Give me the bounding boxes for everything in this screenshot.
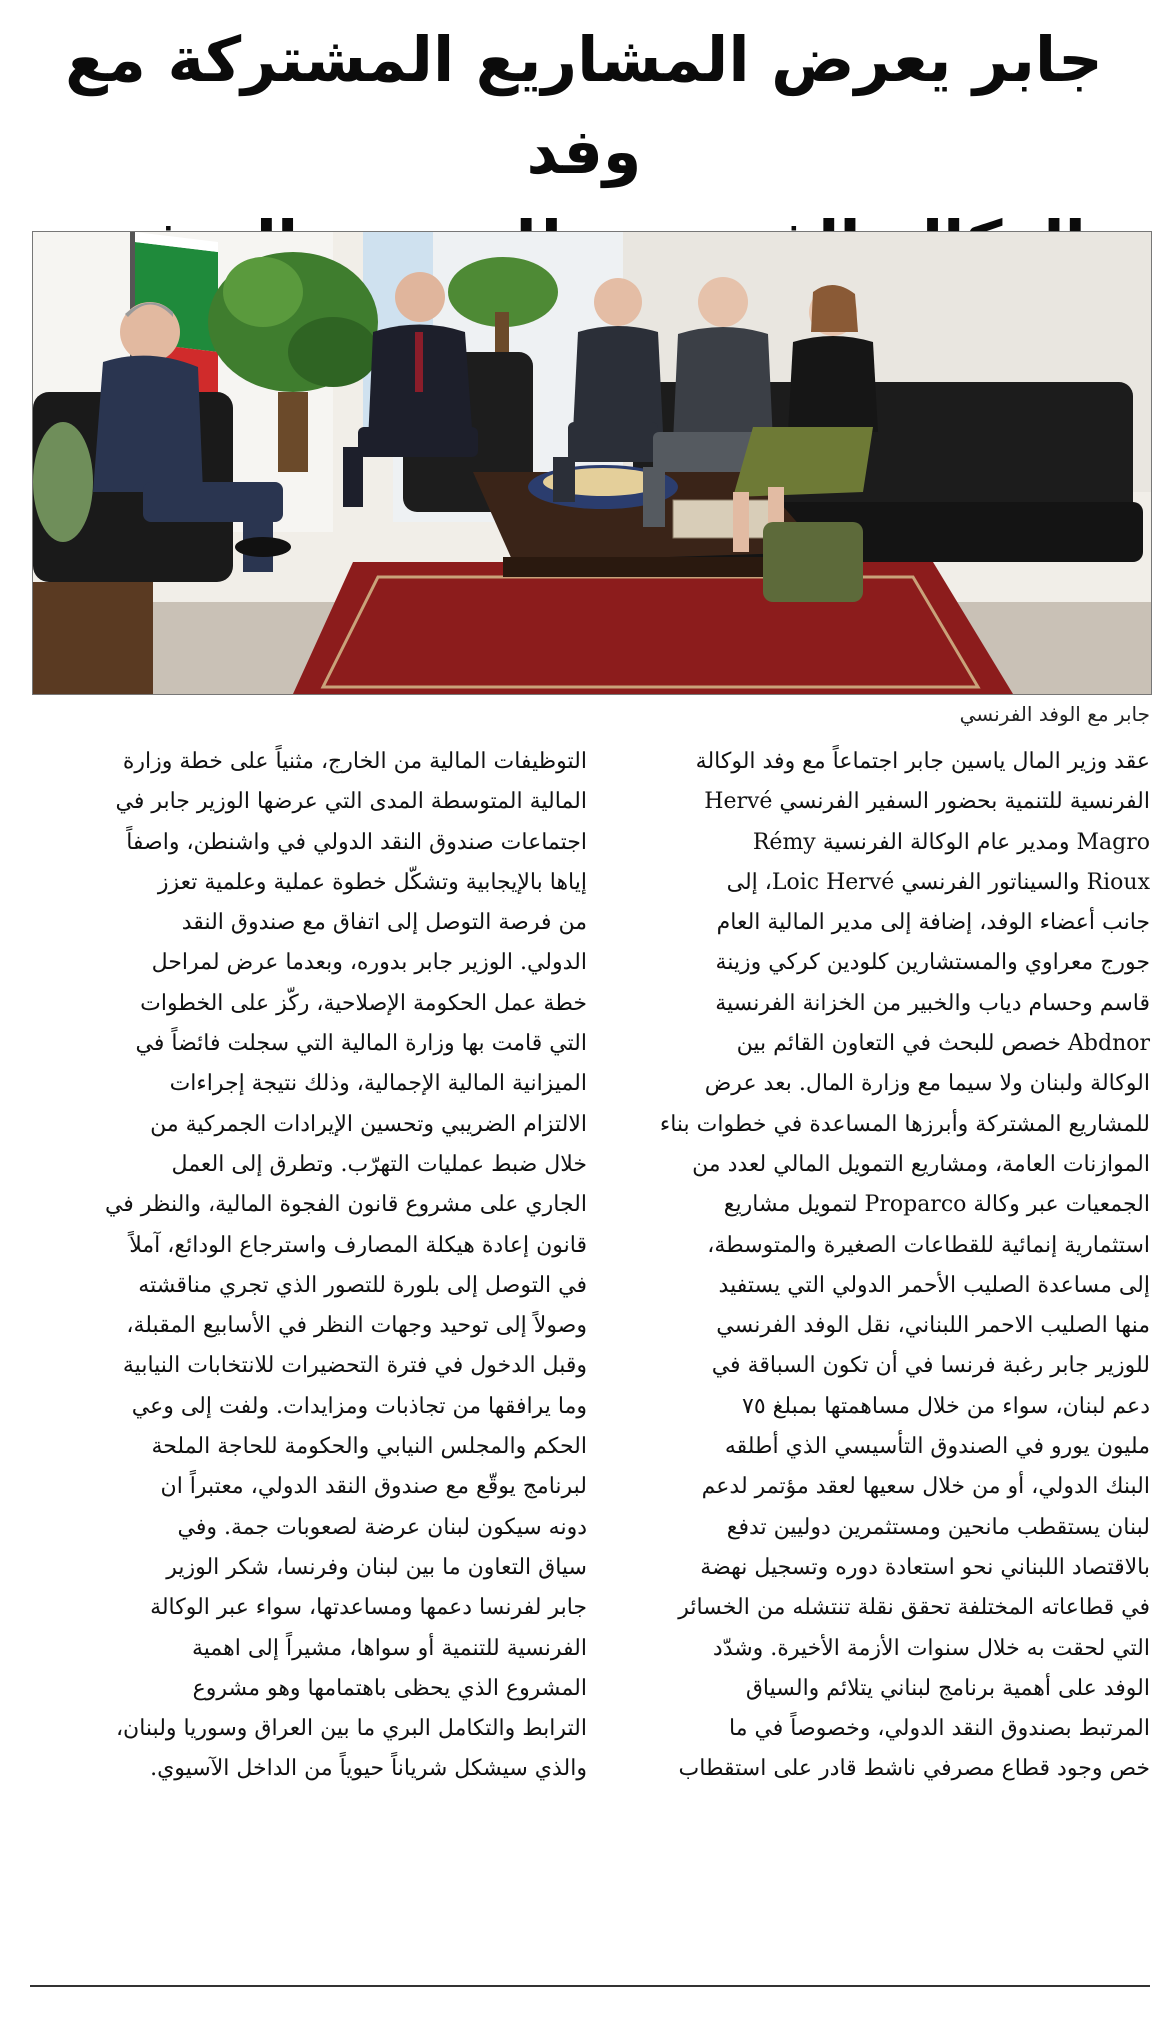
text-line: الوفد على أهمية برنامج لبناني يتلائم والسياق [745,1675,1150,1701]
text-line: الدولي. الوزير جابر بدوره، وبعدما عرض لمراحل [151,950,587,976]
text-line: الجاري على مشروع قانون الفجوة المالية، والنظر في [104,1192,587,1218]
text-line: دونه سيكون لبنان عرضة لصعوبات جمة. وفي [177,1514,587,1540]
text-line: التي لحقت به خلال سنوات الأزمة الأخيرة. وشدّد [712,1635,1150,1661]
text-line: الموازنات العامة، ومشاريع التمويل المالي لعدد من [692,1151,1150,1177]
text-line: سياق التعاون ما بين لبنان وفرنسا، شكر الوزير [166,1554,587,1580]
article-column-left [32,742,587,1790]
text-line: الوكالة ولبنان ولا سيما مع وزارة المال. بعد عرض [704,1071,1150,1097]
text-line: المرتبط بصندوق النقد الدولي، وخصوصاً في ما [728,1716,1150,1742]
text-line: Rioux والسيناتور الفرنسي Loic Hervé، إلى [726,869,1150,895]
text-line: إياها بالإيجابية وتشكّل خطوة عملية وعلمية تعزز [157,869,587,895]
text-line: الترابط والتكامل البري ما بين العراق وسوريا ولبنان، [115,1716,587,1742]
text-line: والذي سيشكل شرياناً حيوياً من الداخل الآسيوي. [150,1756,587,1782]
headline-line-1: جابر يعرض المشاريع المشتركة مع وفد [65,23,1103,188]
text-line: للمشاريع المشتركة وأبرزها المساعدة في خطوات بناء [659,1111,1150,1137]
text-line: الجمعيات عبر وكالة Proparco لتمويل مشاريع [723,1192,1150,1218]
text-line: وما يرافقها من تجاذبات ومزايدات. ولفت إلى وعي [131,1393,587,1419]
text-line: الفرنسية للتنمية بحضور السفير الفرنسي Hervé [704,789,1150,815]
rug [293,562,1013,694]
meeting-photo-illustration [33,232,1151,694]
text-line: إلى مساعدة الصليب الأحمر الدولي التي يستفيد [718,1272,1150,1298]
text-line: التي قامت بها وزارة المالية التي سجلت فائضاً في [135,1031,587,1057]
text-line: عقد وزير المال ياسين جابر اجتماعاً مع وفد الوكالة [695,749,1150,774]
text-line: الالتزام الضريبي وتحسين الإيرادات الجمركية من [150,1111,587,1137]
text-line: جابر لفرنسا دعمها ومساعدتها، سواء عبر الوكالة [150,1595,587,1621]
text-line: المشروع الذي يحظى باهتمامها وهو مشروع [192,1675,587,1701]
bottom-rule [30,1985,1150,1987]
text-line: استثمارية إنمائية للقطاعات الصغيرة والمتوسطة، [707,1232,1150,1258]
text-line: لبنان يستقطب مانحين ومستثمرين دوليين تدفع [726,1514,1150,1540]
text-line: قانون إعادة هيكلة المصارف واسترجاع الودائع، آملاً [129,1232,587,1258]
meeting-photo [32,231,1152,695]
text-line: التوظيفات المالية من الخارج، مثنياً على خطة وزارة [122,749,587,774]
text-line: وصولاً إلى توحيد وجهات النظر في الأسابيع المقبلة، [126,1313,587,1339]
text-line: في التوصل إلى بلورة للتصور الذي تجري مناقشته [138,1272,587,1298]
text-line: من فرصة التوصل إلى اتفاق مع صندوق النقد [181,910,587,936]
text-line: خص وجود قطاع مصرفي ناشط قادر على استقطاب [678,1756,1150,1782]
text-line: الحكم والمجلس النيابي والحكومة للحاجة الملحة [151,1434,587,1460]
text-line: المالية المتوسطة المدى التي عرضها الوزير جابر في [115,789,587,815]
text-line: البنك الدولي، أو من خلال سعيها لعقد مؤتمر لدعم [701,1474,1150,1500]
text-line: خلال ضبط عمليات التهرّب. وتطرق إلى العمل [171,1151,587,1177]
text-line: مليون يورو في الصندوق التأسيسي الذي أطلقه [724,1434,1150,1460]
text-line: الفرنسية للتنمية أو سواها، مشيراً إلى اهمية [191,1635,587,1661]
text-line: جانب أعضاء الوفد، إضافة إلى مدير المالية العام [716,910,1150,936]
text-line: الميزانية المالية الإجمالية، وذلك نتيجة إجراءات [169,1071,587,1097]
text-line: لبرنامج يوقّع مع صندوق النقد الدولي، معتبراً ان [160,1474,587,1500]
text-line: اجتماعات صندوق النقد الدولي في واشنطن، واصفاً [126,829,587,855]
text-line: Abdnor خصص للبحث في التعاون القائم بين [736,1031,1150,1057]
text-line: جورج معراوي والمستشارين كلودين كركي وزينة [715,950,1150,976]
text-line: بالاقتصاد اللبناني نحو استعادة دوره وتسجيل نهضة [700,1554,1150,1580]
text-line: Magro ومدير عام الوكالة الفرنسية Rémy [752,829,1150,855]
text-line: في قطاعاته المختلفة تحقق نقلة تنتشله من الخسائر [678,1595,1150,1621]
text-line: منها الصليب الاحمر اللبناني، نقل الوفد الفرنسي [716,1313,1150,1339]
article-column-right [595,742,1150,1790]
text-line: دعم لبنان، سواء من خلال مساهمتها بمبلغ ٧٥ [742,1393,1150,1419]
text-line: قاسم وحسام دياب والخبير من الخزانة الفرنسية [715,990,1150,1016]
text-line: خطة عمل الحكومة الإصلاحية، ركّز على الخطوات [140,990,587,1016]
side-table [33,582,153,694]
photo-caption: جابر مع الوفد الفرنسي [959,702,1150,726]
text-line: للوزير جابر رغبة فرنسا في أن تكون السباقة في [711,1353,1150,1379]
text-line: وقبل الدخول في فترة التحضيرات للانتخابات النيابية [122,1353,587,1379]
